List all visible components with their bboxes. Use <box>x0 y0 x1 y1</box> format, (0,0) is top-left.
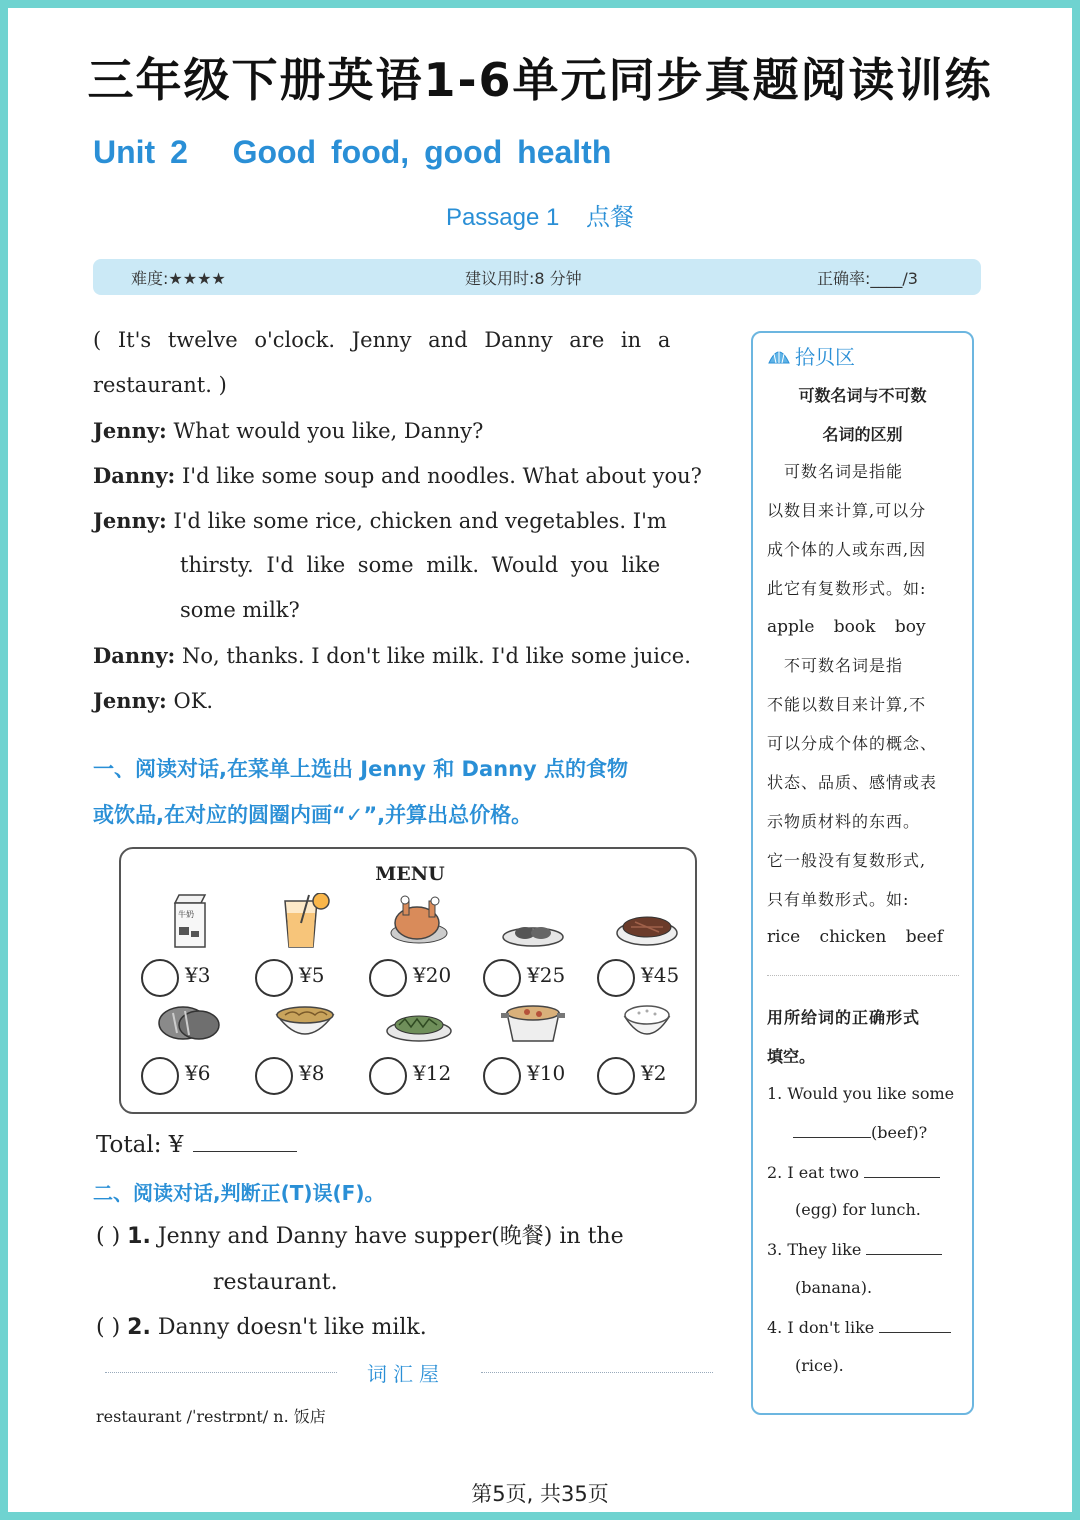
dialogue-line <box>93 678 723 723</box>
bread-icon <box>155 991 225 1047</box>
answer-blank[interactable] <box>793 1122 871 1138</box>
speaker-name: Jenny: <box>93 688 167 713</box>
menu-item-noodles <box>255 991 355 1091</box>
menu-price: ¥3 <box>185 963 211 987</box>
unit-title <box>93 134 611 171</box>
accuracy-field: 正确率:____/3 <box>817 268 918 288</box>
sidebar-heading <box>767 341 855 370</box>
divider-line <box>481 1372 713 1373</box>
menu-title: MENU <box>375 863 445 885</box>
passage-label: Passage 1 <box>445 204 560 231</box>
unit-name: Good food, good health <box>232 134 612 170</box>
vocab-entry: restaurant /ˈrestrɒnt/ n. 饭店 <box>96 1407 326 1426</box>
dialogue-text: OK. <box>173 689 214 713</box>
checkbox-circle[interactable] <box>255 1057 293 1095</box>
dialogue-text: No, thanks. I don't like milk. I'd like some juice. <box>182 644 691 668</box>
countable-explanation: 可数名词是指能 以数目来计算,可以分 成个体的人或东西,因 此它有复数形式。如: <box>767 462 927 598</box>
dialogue-line <box>93 453 723 498</box>
menu-price: ¥8 <box>299 1061 325 1085</box>
difficulty-rating: 难度:★★★★ <box>131 268 226 288</box>
soup-pot-icon <box>497 991 567 1047</box>
menu-price: ¥12 <box>413 1061 452 1085</box>
uncountable-examples: rice chicken beef <box>767 927 943 947</box>
dialogue-text: What would you like, Danny? <box>173 419 484 443</box>
milk-carton-icon <box>155 893 225 949</box>
section2-heading: 二、阅读对话,判断正(T)误(F)。 <box>93 1181 385 1205</box>
menu-price: ¥10 <box>527 1061 566 1085</box>
dialogue-line <box>93 408 723 453</box>
noodles-bowl-icon <box>269 991 339 1047</box>
checkbox-circle[interactable] <box>483 1057 521 1095</box>
item-text: Danny doesn't like milk. <box>157 1315 427 1340</box>
answer-paren[interactable]: ( ) <box>96 1315 121 1340</box>
total-label: Total: ¥ <box>96 1132 184 1158</box>
item-text: Jenny and Danny have supper(晚餐) in the <box>157 1224 624 1249</box>
dialogue-text: I'd like some soup and noodles. What about you? <box>182 464 702 488</box>
passage-topic: 点餐 <box>586 203 635 231</box>
item-number: 2. <box>127 1315 151 1340</box>
dialogue-intro-cont: restaurant. ) <box>93 373 227 397</box>
section1-instruction: 一、阅读对话,在菜单上选出 Jenny 和 Danny 点的食物 <box>93 757 629 781</box>
svg-text:牛奶: 牛奶 <box>178 910 194 919</box>
answer-paren[interactable]: ( ) <box>96 1224 121 1249</box>
juice-glass-icon <box>269 893 339 949</box>
checkbox-circle[interactable] <box>141 1057 179 1095</box>
dialogue-text-cont: thirsty. I'd like some milk. Would you like <box>180 553 661 577</box>
vocab-divider <box>105 1358 715 1388</box>
steak-plate-icon <box>611 893 681 949</box>
exercise-item-2-cont: (egg) for lunch. <box>795 1200 921 1219</box>
exercise-item-1-cont: (beef)? <box>793 1122 993 1142</box>
dialogue-intro: ( It's twelve o'clock. Jenny and Danny are in a <box>93 328 671 352</box>
roast-chicken-icon <box>383 893 453 949</box>
menu-price: ¥2 <box>641 1061 667 1085</box>
exercise-item-2: 2. I eat two <box>767 1162 967 1182</box>
vocab-label: 词汇屋 <box>367 1362 445 1386</box>
answer-blank[interactable] <box>866 1239 942 1255</box>
speaker-name: Jenny: <box>93 418 167 443</box>
dialogue-text: I'd like some rice, chicken and vegetables. I'm <box>173 509 667 533</box>
exercise-item-4: 4. I don't like <box>767 1317 967 1337</box>
section1-instruction-cont: 或饮品,在对应的圆圈内画“✓”,并算出总价格。 <box>93 803 533 827</box>
suggested-time: 建议用时:8 分钟 <box>465 268 582 288</box>
page-footer: 第5页, 共35页 <box>471 1482 609 1506</box>
sidebar-subtitle-cont: 名词的区别 <box>822 425 903 444</box>
menu-item-bread <box>141 991 241 1091</box>
menu-price: ¥45 <box>641 963 680 987</box>
fish-plate-icon <box>497 893 567 949</box>
sidebar-subtitle: 可数名词与不可数 <box>798 386 927 405</box>
menu-item-soup <box>483 991 583 1091</box>
menu-item-milk <box>141 893 241 993</box>
tips-sidebar <box>751 331 974 1415</box>
checkbox-circle[interactable] <box>369 1057 407 1095</box>
speaker-name: Danny: <box>93 463 176 488</box>
menu-item-fish <box>483 893 583 993</box>
dialogue-line <box>93 498 723 543</box>
dialogue-line <box>93 633 723 678</box>
exercise-item-3: 3. They like <box>767 1239 967 1259</box>
page-title: 三年级下册英语1-6单元同步真题阅读训练 <box>87 53 993 107</box>
sidebar-heading-text: 拾贝区 <box>795 345 855 369</box>
uncountable-explanation: 不可数名词是指 不能以数目来计算,不 可以分成个体的概念、 状态、品质、感情或表 示物质材料的东西。 它一般没有复数形式, 只有单数形式。如: <box>767 656 938 909</box>
menu-price: ¥6 <box>185 1061 211 1085</box>
unit-label: Unit 2 <box>93 134 188 170</box>
answer-blank[interactable] <box>879 1317 951 1333</box>
answer-blank[interactable] <box>864 1162 940 1178</box>
checkbox-circle[interactable] <box>597 1057 635 1095</box>
menu-price: ¥20 <box>413 963 452 987</box>
tf-item-1 <box>96 1214 624 1260</box>
section-divider <box>767 975 959 976</box>
menu-item-rice <box>597 991 697 1091</box>
rice-bowl-icon <box>611 991 681 1047</box>
exercise-title: 用所给词的正确形式 <box>767 1008 921 1027</box>
menu-price: ¥5 <box>299 963 325 987</box>
total-answer-blank[interactable] <box>193 1132 297 1152</box>
total-row <box>96 1132 297 1158</box>
passage-title <box>0 197 1080 232</box>
speaker-name: Jenny: <box>93 508 167 533</box>
menu-item-vegetables <box>369 991 469 1091</box>
divider-line <box>105 1372 337 1373</box>
shell-icon <box>767 347 791 367</box>
info-bar <box>93 259 981 295</box>
dialogue-text-cont: some milk? <box>180 598 300 622</box>
vegetables-plate-icon <box>383 991 453 1047</box>
tf-item-1-cont: restaurant. <box>213 1270 338 1295</box>
exercise-item-3-cont: (banana). <box>795 1278 873 1297</box>
exercise-title-cont: 填空。 <box>767 1047 816 1066</box>
countable-examples: apple book boy <box>767 617 926 637</box>
menu-price: ¥25 <box>527 963 566 987</box>
menu-box <box>119 847 697 1114</box>
menu-item-juice <box>255 893 355 993</box>
menu-item-steak <box>597 893 697 993</box>
speaker-name: Danny: <box>93 643 176 668</box>
exercise-item-1: 1. Would you like some <box>767 1084 955 1103</box>
tf-item-2 <box>96 1305 427 1351</box>
exercise-item-4-cont: (rice). <box>795 1356 844 1375</box>
item-number: 1. <box>127 1224 151 1249</box>
menu-item-chicken <box>369 893 469 993</box>
